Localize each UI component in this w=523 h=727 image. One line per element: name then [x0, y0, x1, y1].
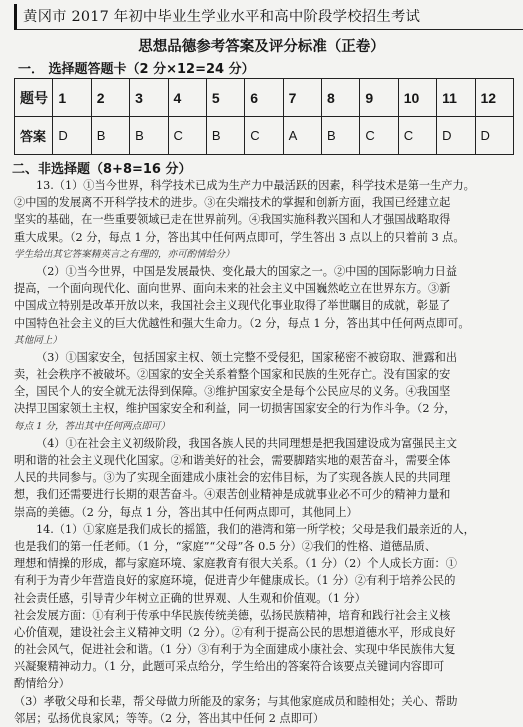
question-number-cell: 9 — [360, 79, 398, 117]
question-number-cell: 4 — [168, 79, 206, 117]
answer-text-line: 提高，一个面向现代化、面向世界、面向未来的社会主义中国巍然屹立在世界东方。③新 — [14, 282, 451, 296]
answer-text-line: 心价值观，建设社会主义精神文明（2 分）。②有利于提高公民的思想道德水平，形成良好 — [14, 625, 456, 639]
answer-text-line: 有利于为青少年营造良好的家庭环境，促进青少年健康成长。（1 分）②有利于培养公民的 — [14, 574, 456, 588]
section1-heading: 一． 选择题答题卡（2 分×12=24 分） — [18, 62, 255, 77]
question-number-cell: 10 — [398, 79, 436, 117]
answer-text-line: 邻居；弘扬优良家风；等等。（2 分，答出其中任何 2 点即可） — [14, 711, 325, 725]
answer-text-line: 想，我们还需要进行长期的艰苦奋斗。④艰苦创业精神是成就事业必不可少的精神力量和 — [14, 488, 451, 502]
answer-cell: B — [206, 117, 244, 155]
answer-text-line: ②中国的发展离不开科学技术的进步。③在尖端技术的掌握和创新方面，我国已经建立起 — [14, 196, 451, 210]
answer-text-line: 酌情给分） — [14, 677, 70, 691]
document-subtitle: 思想品德参考答案及评分标准（正卷） — [138, 39, 385, 55]
answer-text-line: 理想和情操的形成，都与家庭环境、家庭教育有很大关系。（1 分）（2）个人成长方面：① — [14, 557, 457, 571]
row-label-question-number: 题号 — [15, 79, 53, 117]
answer-cell: C — [168, 117, 206, 155]
answer-text-line: 也是我们的第一任老师。（1 分，“家庭”“父母”各 0.5 分）②我们的性格、道德品质、 — [14, 539, 437, 553]
answer-text-line: 14.（1）①家庭是我们成长的摇篮，我们的港湾和第一所学校；父母是我们最亲近的人， — [36, 522, 475, 536]
exam-title: 黄冈市 2017 年初中毕业生学业水平和高中阶段学校招生考试 — [14, 4, 523, 30]
answer-text-line: 的社会风气，促进社会和谐。（1 分）③有利于为全面建成小康社会、实现中华民族伟大复 — [14, 643, 456, 657]
answer-cell: D — [475, 117, 514, 155]
grading-note-line: 学生给出其它答案精英言之有理的，亦可酌情给分） — [14, 248, 235, 260]
section2-heading: 二、非选择题（8+8=16 分） — [12, 162, 192, 177]
grading-note-line: 每点 1 分，答出其中任何两点即可） — [14, 420, 171, 432]
answer-text-line: （3）孝敬父母和长辈，帮父母做力所能及的家务；与其他家庭成员和睦相处；关心、帮助 — [14, 694, 458, 708]
question-number-cell: 7 — [283, 79, 321, 117]
answer-cell: D — [437, 117, 475, 155]
answer-text-line: 坚实的基础，在一些重要领域已走在世界前列。④我国实施科教兴国和人才强国战略取得 — [14, 213, 451, 227]
answer-table — [14, 78, 514, 155]
answer-text-line: 社会责任感，引导青少年树立正确的世界观、人生观和价值观。（1 分） — [14, 591, 366, 605]
row-label-answer: 答案 — [15, 117, 53, 155]
question-number-cell: 11 — [437, 79, 475, 117]
answer-text-line: 重大成果。（2 分，每点 1 分，答出其中任何两点即可，学生答出 3 点以上的只着前 3 点。 — [14, 230, 465, 244]
answer-cell: B — [130, 117, 168, 155]
answer-cell: C — [360, 117, 398, 155]
answer-row — [15, 117, 514, 155]
answer-cell: B — [322, 117, 360, 155]
answer-cell: B — [91, 117, 129, 155]
answer-text-line: 人民的共同参与。③为了实现全面建成小康社会的宏伟目标，为了实现各族人民的共同理 — [14, 471, 451, 485]
answer-text-line: 社会发展方面：①有利于传承中华民族传统美德，弘扬民族精神，培育和践行社会主义核 — [14, 608, 451, 622]
answer-text-line: （2）①当今世界，中国是发展最快、变化最大的国家之一。②中国的国际影响力日益 — [36, 264, 458, 278]
question-number-cell: 5 — [206, 79, 244, 117]
question-number-cell: 8 — [322, 79, 360, 117]
question-number-cell: 1 — [53, 79, 91, 117]
answer-text-line: 兴凝聚精神动力。（1 分，此题可采点给分，学生给出的答案符合该要点关键词内容即可 — [14, 660, 445, 674]
answer-text-line: 中国成立特别是改革开放以来，我国社会主义现代化事业取得了举世瞩目的成就，彰显了 — [14, 299, 451, 313]
answer-text-line: 明和谐的社会主义现代化国家。②和谐美好的社会，需要脚踏实地的艰苦奋斗，需要全体 — [14, 454, 451, 467]
answer-text-line: 13.（1）①当今世界，科学技术已成为生产力中最活跃的因素，科学技术是第一生产力。 — [36, 179, 475, 192]
question-number-cell: 12 — [475, 79, 514, 117]
question-number-row — [15, 79, 514, 117]
question-number-cell: 6 — [245, 79, 283, 117]
answer-text-line: （4）①在社会主义初级阶段，我国各族人民的共同理想是把我国建设成为富强民主文 — [36, 436, 458, 450]
answer-text-line: 崇高的美德。（2 分，每点 1 分，答出其中任何两点即可，其他同上） — [14, 505, 358, 519]
question-number-cell: 3 — [130, 79, 168, 117]
answer-cell: D — [53, 117, 91, 155]
answer-text-line: 卖，社会秩序不被破坏。②国家的安全关系着整个国家和民族的生死存亡。没有国家的安 — [14, 368, 451, 382]
answer-cell: C — [398, 117, 436, 155]
grading-note-line: 其他同上） — [14, 334, 62, 346]
answer-cell: C — [245, 117, 283, 155]
answer-text-line: 决捍卫国家领土主权，维护国家安全和利益，同一切损害国家安全的行为作斗争。（2 分， — [14, 402, 456, 416]
question-number-cell: 2 — [91, 79, 129, 117]
answer-text-line: 全，国民个人的安全就无法得到保障。③维护国家安全是每个公民应尽的义务。④我国坚 — [14, 385, 451, 399]
answer-text-line: 中国特色社会主义的巨大优越性和强大生命力。（2 分，每点 1 分，答出其中任何两点即可。 — [14, 316, 470, 330]
answer-text-line: （3）①国家安全，包括国家主权、领土完整不受侵犯，国家秘密不被窃取、泄露和出 — [36, 350, 458, 364]
answer-cell: A — [283, 117, 321, 155]
answer-body — [14, 177, 514, 727]
